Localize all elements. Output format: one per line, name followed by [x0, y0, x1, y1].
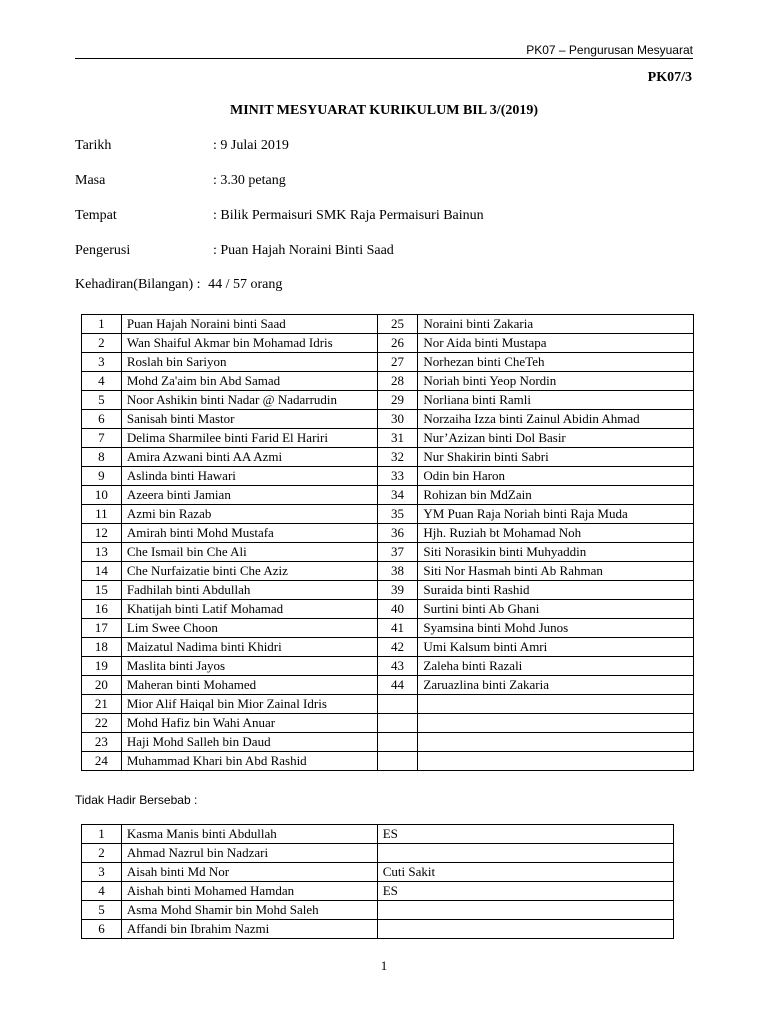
empty-cell — [418, 752, 694, 771]
attendee-name: Che Ismail bin Che Ali — [121, 543, 377, 562]
attendee-number: 44 — [377, 676, 418, 695]
absent-reason — [377, 844, 673, 863]
absent-name: Kasma Manis binti Abdullah — [121, 825, 377, 844]
table-row — [82, 448, 694, 467]
table-row — [82, 844, 674, 863]
attendee-number: 36 — [377, 524, 418, 543]
attendee-name: Azmi bin Razab — [121, 505, 377, 524]
page-number: 1 — [380, 958, 388, 973]
absent-number: 5 — [82, 901, 122, 920]
attendee-name: Norliana binti Ramli — [418, 391, 694, 410]
table-row — [82, 372, 694, 391]
absent-reason — [377, 901, 673, 920]
table-row — [82, 391, 694, 410]
meta-label: Tarikh — [75, 138, 112, 153]
attendee-name: Odin bin Haron — [418, 467, 694, 486]
absent-number: 3 — [82, 863, 122, 882]
attendee-name: Delima Sharmilee binti Farid El Hariri — [121, 429, 377, 448]
table-row — [82, 524, 694, 543]
attendee-number: 42 — [377, 638, 418, 657]
table-row — [82, 581, 694, 600]
attendee-number: 18 — [82, 638, 122, 657]
absent-name: Asma Mohd Shamir bin Mohd Saleh — [121, 901, 377, 920]
absent-reason: Cuti Sakit — [377, 863, 673, 882]
empty-cell — [377, 695, 418, 714]
attendee-number: 32 — [377, 448, 418, 467]
attendee-number: 12 — [82, 524, 122, 543]
attendee-name: Amira Azwani binti AA Azmi — [121, 448, 377, 467]
absent-reason — [377, 920, 673, 939]
attendee-number: 10 — [82, 486, 122, 505]
attendee-name: Amirah binti Mohd Mustafa — [121, 524, 377, 543]
table-row — [82, 657, 694, 676]
attendee-name: Syamsina binti Mohd Junos — [418, 619, 694, 638]
attendee-number: 28 — [377, 372, 418, 391]
document-code: PK07/3 — [647, 70, 692, 85]
attendee-name: Lim Swee Choon — [121, 619, 377, 638]
attendee-name: Zaleha binti Razali — [418, 657, 694, 676]
attendee-number: 1 — [82, 315, 122, 334]
attendee-number: 19 — [82, 657, 122, 676]
attendee-number: 5 — [82, 391, 122, 410]
attendee-number: 11 — [82, 505, 122, 524]
attendee-name: Norhezan binti CheTeh — [418, 353, 694, 372]
attendee-name: Maheran binti Mohamed — [121, 676, 377, 695]
attendee-number: 24 — [82, 752, 122, 771]
attendance-summary — [75, 277, 286, 293]
attendee-number: 26 — [377, 334, 418, 353]
table-row — [82, 429, 694, 448]
attendee-number: 8 — [82, 448, 122, 467]
attendance-label: Kehadiran(Bilangan) : — [75, 277, 201, 292]
meta-value: : Bilik Permaisuri SMK Raja Permaisuri Bainun — [213, 208, 484, 223]
table-row — [82, 863, 674, 882]
attendee-number: 37 — [377, 543, 418, 562]
attendee-number: 25 — [377, 315, 418, 334]
attendee-name: Muhammad Khari bin Abd Rashid — [121, 752, 377, 771]
attendee-number: 2 — [82, 334, 122, 353]
attendee-number: 20 — [82, 676, 122, 695]
document-header — [75, 42, 693, 59]
table-row — [82, 353, 694, 372]
attendee-name: Mohd Za'aim bin Abd Samad — [121, 372, 377, 391]
absent-number: 1 — [82, 825, 122, 844]
absent-name: Ahmad Nazrul bin Nadzari — [121, 844, 377, 863]
attendee-number: 17 — [82, 619, 122, 638]
attendee-name: Maizatul Nadima binti Khidri — [121, 638, 377, 657]
attendee-number: 3 — [82, 353, 122, 372]
empty-cell — [377, 714, 418, 733]
attendee-name: Noor Ashikin binti Nadar @ Nadarrudin — [121, 391, 377, 410]
meta-value: : 9 Julai 2019 — [213, 138, 289, 153]
attendee-number: 40 — [377, 600, 418, 619]
attendee-number: 21 — [82, 695, 122, 714]
attendee-name: Maslita binti Jayos — [121, 657, 377, 676]
attendee-name: Nor Aida binti Mustapa — [418, 334, 694, 353]
table-row — [82, 505, 694, 524]
meta-label: Masa — [75, 173, 106, 188]
absent-name: Aishah binti Mohamed Hamdan — [121, 882, 377, 901]
absent-name: Aisah binti Md Nor — [121, 863, 377, 882]
page-title: MINIT MESYUARAT KURIKULUM BIL 3/(2019) — [229, 103, 539, 118]
attendee-name: Wan Shaiful Akmar bin Mohamad Idris — [121, 334, 377, 353]
table-row — [82, 901, 674, 920]
table-row — [82, 600, 694, 619]
table-row — [82, 733, 694, 752]
table-row — [82, 676, 694, 695]
attendee-number: 39 — [377, 581, 418, 600]
attendee-name: Zaruazlina binti Zakaria — [418, 676, 694, 695]
meta-value: : Puan Hajah Noraini Binti Saad — [213, 243, 394, 258]
table-row — [82, 920, 674, 939]
table-row — [82, 315, 694, 334]
attendee-name: Che Nurfaizatie binti Che Aziz — [121, 562, 377, 581]
attendee-name: Mohd Hafiz bin Wahi Anuar — [121, 714, 377, 733]
table-row — [82, 619, 694, 638]
table-row — [82, 638, 694, 657]
table-row — [82, 410, 694, 429]
empty-cell — [418, 714, 694, 733]
empty-cell — [418, 733, 694, 752]
attendee-number: 31 — [377, 429, 418, 448]
attendee-number: 14 — [82, 562, 122, 581]
absent-number: 2 — [82, 844, 122, 863]
attendee-name: Roslah bin Sariyon — [121, 353, 377, 372]
attendee-name: Suraida binti Rashid — [418, 581, 694, 600]
header-doc-ref: PK07 – Pengurusan Mesyuarat — [526, 43, 693, 57]
attendee-name: Hjh. Ruziah bt Mohamad Noh — [418, 524, 694, 543]
attendee-number: 13 — [82, 543, 122, 562]
attendee-number: 30 — [377, 410, 418, 429]
attendee-number: 43 — [377, 657, 418, 676]
table-row — [82, 714, 694, 733]
absent-reason: ES — [377, 882, 673, 901]
empty-cell — [418, 695, 694, 714]
attendee-number: 16 — [82, 600, 122, 619]
attendee-number: 23 — [82, 733, 122, 752]
attendee-number: 6 — [82, 410, 122, 429]
absent-label: Tidak Hadir Bersebab : — [75, 793, 198, 807]
attendee-name: Nur’Azizan binti Dol Basir — [418, 429, 694, 448]
meta-label: Tempat — [75, 208, 117, 223]
table-row — [82, 752, 694, 771]
table-row — [82, 882, 674, 901]
table-row — [82, 695, 694, 714]
absent-reason: ES — [377, 825, 673, 844]
attendee-name: Khatijah binti Latif Mohamad — [121, 600, 377, 619]
attendee-name: Rohizan bin MdZain — [418, 486, 694, 505]
meta-value: : 3.30 petang — [213, 173, 286, 188]
attendee-name: Norzaiha Izza binti Zainul Abidin Ahmad — [418, 410, 694, 429]
attendee-number: 41 — [377, 619, 418, 638]
table-row — [82, 467, 694, 486]
table-row — [82, 825, 674, 844]
attendee-number: 27 — [377, 353, 418, 372]
table-row — [82, 562, 694, 581]
attendee-name: Fadhilah binti Abdullah — [121, 581, 377, 600]
attendee-name: Nur Shakirin binti Sabri — [418, 448, 694, 467]
attendee-number: 22 — [82, 714, 122, 733]
empty-cell — [377, 752, 418, 771]
attendee-name: Umi Kalsum binti Amri — [418, 638, 694, 657]
attendee-number: 34 — [377, 486, 418, 505]
attendee-name: Siti Nor Hasmah binti Ab Rahman — [418, 562, 694, 581]
attendee-name: Haji Mohd Salleh bin Daud — [121, 733, 377, 752]
attendee-name: Aslinda binti Hawari — [121, 467, 377, 486]
meta-label: Pengerusi — [75, 243, 131, 258]
absent-number: 4 — [82, 882, 122, 901]
attendee-name: YM Puan Raja Noriah binti Raja Muda — [418, 505, 694, 524]
attendee-name: Siti Norasikin binti Muhyaddin — [418, 543, 694, 562]
attendee-name: Noraini binti Zakaria — [418, 315, 694, 334]
absent-number: 6 — [82, 920, 122, 939]
table-row — [82, 486, 694, 505]
attendee-name: Noriah binti Yeop Nordin — [418, 372, 694, 391]
absent-table — [81, 824, 674, 939]
attendee-name: Azeera binti Jamian — [121, 486, 377, 505]
absent-name: Affandi bin Ibrahim Nazmi — [121, 920, 377, 939]
attendee-number: 15 — [82, 581, 122, 600]
table-row — [82, 334, 694, 353]
attendee-number: 35 — [377, 505, 418, 524]
table-row — [82, 543, 694, 562]
attendee-number: 4 — [82, 372, 122, 391]
attendee-name: Surtini binti Ab Ghani — [418, 600, 694, 619]
attendee-number: 38 — [377, 562, 418, 581]
attendee-name: Sanisah binti Mastor — [121, 410, 377, 429]
attendee-number: 29 — [377, 391, 418, 410]
empty-cell — [377, 733, 418, 752]
attendance-count: 44 / 57 orang — [208, 277, 283, 292]
attendee-name: Puan Hajah Noraini binti Saad — [121, 315, 377, 334]
attendee-number: 9 — [82, 467, 122, 486]
attendee-name: Mior Alif Haiqal bin Mior Zainal Idris — [121, 695, 377, 714]
attendee-number: 7 — [82, 429, 122, 448]
attendance-table — [81, 314, 694, 771]
attendee-number: 33 — [377, 467, 418, 486]
